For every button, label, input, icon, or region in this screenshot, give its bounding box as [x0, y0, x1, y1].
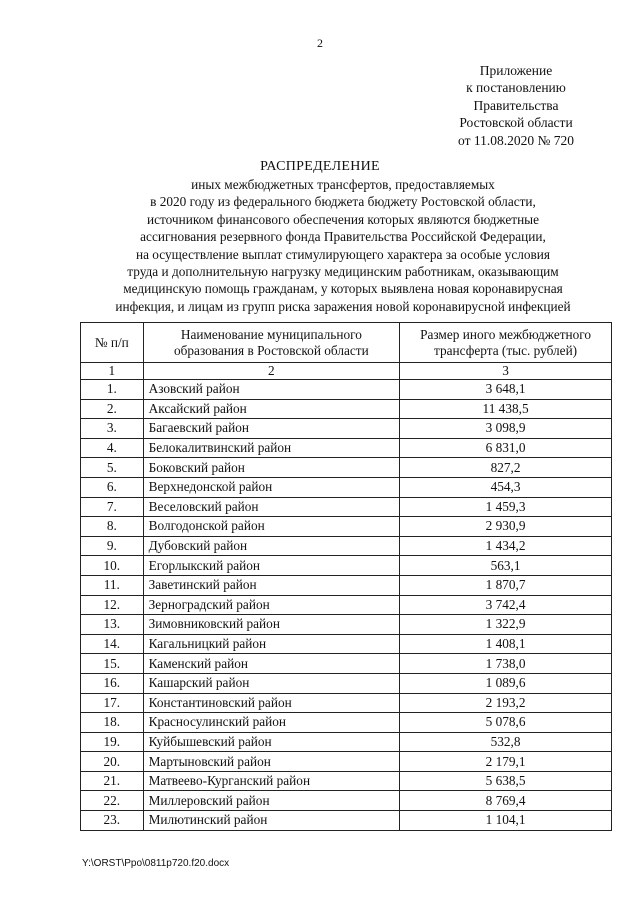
row-num: 3. — [81, 419, 144, 439]
row-name: Зерноградский район — [143, 595, 400, 615]
row-amount: 5 078,6 — [400, 713, 612, 733]
appendix-line: Приложение — [479, 63, 553, 78]
distribution-table — [80, 322, 612, 831]
row-num: 4. — [81, 438, 144, 458]
row-amount: 11 438,5 — [400, 399, 612, 419]
row-name: Зимовниковский район — [143, 615, 400, 635]
row-name: Волгодонской район — [143, 517, 400, 537]
appendix-line: Ростовской области — [459, 115, 573, 131]
header-amount: Размер иного межбюджетного трансферта (тыс. рублей) — [400, 323, 612, 363]
row-num: 19. — [81, 732, 144, 752]
row-name: Куйбышевский район — [143, 732, 400, 752]
table-row — [81, 575, 612, 595]
table-header-row — [81, 323, 612, 363]
row-amount: 5 638,5 — [400, 771, 612, 791]
row-amount: 1 459,3 — [400, 497, 612, 517]
subtitle-line: инфекция, и лицам из групп риска заражения новой коронавирусной инфекцией — [115, 298, 571, 314]
column-number-row — [81, 363, 612, 380]
table-row — [81, 752, 612, 772]
row-amount: 563,1 — [400, 556, 612, 576]
row-num: 6. — [81, 477, 144, 497]
row-name: Каменский район — [143, 654, 400, 674]
row-amount: 1 434,2 — [400, 536, 612, 556]
row-amount: 1 408,1 — [400, 634, 612, 654]
table-row — [81, 791, 612, 811]
row-num: 13. — [81, 615, 144, 635]
row-amount: 1 104,1 — [400, 811, 612, 831]
row-num: 20. — [81, 752, 144, 772]
row-name: Матвеево-Курганский район — [143, 771, 400, 791]
table-row — [81, 634, 612, 654]
row-amount: 1 322,9 — [400, 615, 612, 635]
row-num: 2. — [81, 399, 144, 419]
table-row — [81, 595, 612, 615]
table-row — [81, 458, 612, 478]
row-num: 5. — [81, 458, 144, 478]
appendix-block — [430, 62, 602, 149]
row-amount: 2 930,9 — [400, 517, 612, 537]
header-num: № п/п — [81, 323, 144, 363]
subtitle-line: труда и дополнительную нагрузку медицинским работникам, оказывающим — [127, 264, 559, 280]
colnum-1: 1 — [81, 363, 144, 380]
table-row — [81, 438, 612, 458]
row-num: 14. — [81, 634, 144, 654]
table-row — [81, 536, 612, 556]
row-num: 17. — [81, 693, 144, 713]
appendix-line: от 11.08.2020 № 720 — [458, 132, 574, 148]
table-row — [81, 654, 612, 674]
row-amount: 454,3 — [400, 477, 612, 497]
table-row — [81, 497, 612, 517]
row-num: 9. — [81, 536, 144, 556]
subtitle-line: источником финансового обеспечения которых являются бюджетные — [146, 211, 540, 227]
row-name: Егорлыкский район — [143, 556, 400, 576]
document-subtitle — [74, 176, 612, 315]
row-amount: 1 870,7 — [400, 575, 612, 595]
page-number: 2 — [317, 36, 323, 50]
table-row — [81, 771, 612, 791]
table-row — [81, 517, 612, 537]
row-num: 16. — [81, 673, 144, 693]
header-name: Наименование муниципального образования в Ростовской области — [143, 323, 400, 363]
row-amount: 8 769,4 — [400, 791, 612, 811]
row-name: Боковский район — [143, 458, 400, 478]
row-name: Дубовский район — [143, 536, 400, 556]
table-row — [81, 615, 612, 635]
colnum-2: 2 — [143, 363, 400, 380]
row-amount: 3 742,4 — [400, 595, 612, 615]
row-num: 18. — [81, 713, 144, 733]
row-amount: 2 193,2 — [400, 693, 612, 713]
row-num: 7. — [81, 497, 144, 517]
row-name: Аксайский район — [143, 399, 400, 419]
row-amount: 2 179,1 — [400, 752, 612, 772]
table-row — [81, 399, 612, 419]
subtitle-line: медицинскую помощь гражданам, у которых выявлена новая коронавирусная — [123, 281, 563, 297]
row-amount: 3 648,1 — [400, 380, 612, 400]
row-num: 21. — [81, 771, 144, 791]
row-name: Верхнедонской район — [143, 477, 400, 497]
colnum-3: 3 — [400, 363, 612, 380]
row-num: 1. — [81, 380, 144, 400]
row-amount: 6 831,0 — [400, 438, 612, 458]
appendix-line: к постановлению — [466, 80, 566, 96]
row-name: Веселовский район — [143, 497, 400, 517]
row-num: 10. — [81, 556, 144, 576]
row-num: 11. — [81, 575, 144, 595]
table-row — [81, 693, 612, 713]
row-name: Белокалитвинский район — [143, 438, 400, 458]
row-name: Красносулинский район — [143, 713, 400, 733]
table-row — [81, 732, 612, 752]
row-num: 22. — [81, 791, 144, 811]
row-num: 8. — [81, 517, 144, 537]
table-row — [81, 477, 612, 497]
row-name: Константиновский район — [143, 693, 400, 713]
subtitle-line: иных межбюджетных трансфертов, предоставляемых — [191, 177, 495, 192]
row-amount: 1 089,6 — [400, 673, 612, 693]
row-name: Кагальницкий район — [143, 634, 400, 654]
row-num: 15. — [81, 654, 144, 674]
document-title: РАСПРЕДЕЛЕНИЕ — [260, 159, 380, 174]
table-body — [81, 363, 612, 831]
appendix-line: Правительства — [473, 97, 559, 113]
row-name: Мартыновский район — [143, 752, 400, 772]
row-num: 23. — [81, 811, 144, 831]
row-name: Азовский район — [143, 380, 400, 400]
table-row — [81, 380, 612, 400]
row-num: 12. — [81, 595, 144, 615]
row-name: Кашарский район — [143, 673, 400, 693]
row-amount: 827,2 — [400, 458, 612, 478]
table-row — [81, 673, 612, 693]
row-name: Милютинский район — [143, 811, 400, 831]
row-name: Миллеровский район — [143, 791, 400, 811]
row-amount: 1 738,0 — [400, 654, 612, 674]
table-row — [81, 811, 612, 831]
table-row — [81, 713, 612, 733]
row-name: Заветинский район — [143, 575, 400, 595]
file-path-footer: Y:\ORST\Ppo\0811p720.f20.docx — [82, 858, 230, 869]
row-name: Багаевский район — [143, 419, 400, 439]
subtitle-line: на осуществление выплат стимулирующего характера за особые условия — [135, 246, 551, 262]
row-amount: 532,8 — [400, 732, 612, 752]
table-row — [81, 556, 612, 576]
subtitle-line: в 2020 году из федерального бюджета бюджету Ростовской области, — [150, 194, 536, 210]
subtitle-line: ассигнования резервного фонда Правительства Российской Федерации, — [140, 229, 546, 245]
row-amount: 3 098,9 — [400, 419, 612, 439]
table-row — [81, 419, 612, 439]
